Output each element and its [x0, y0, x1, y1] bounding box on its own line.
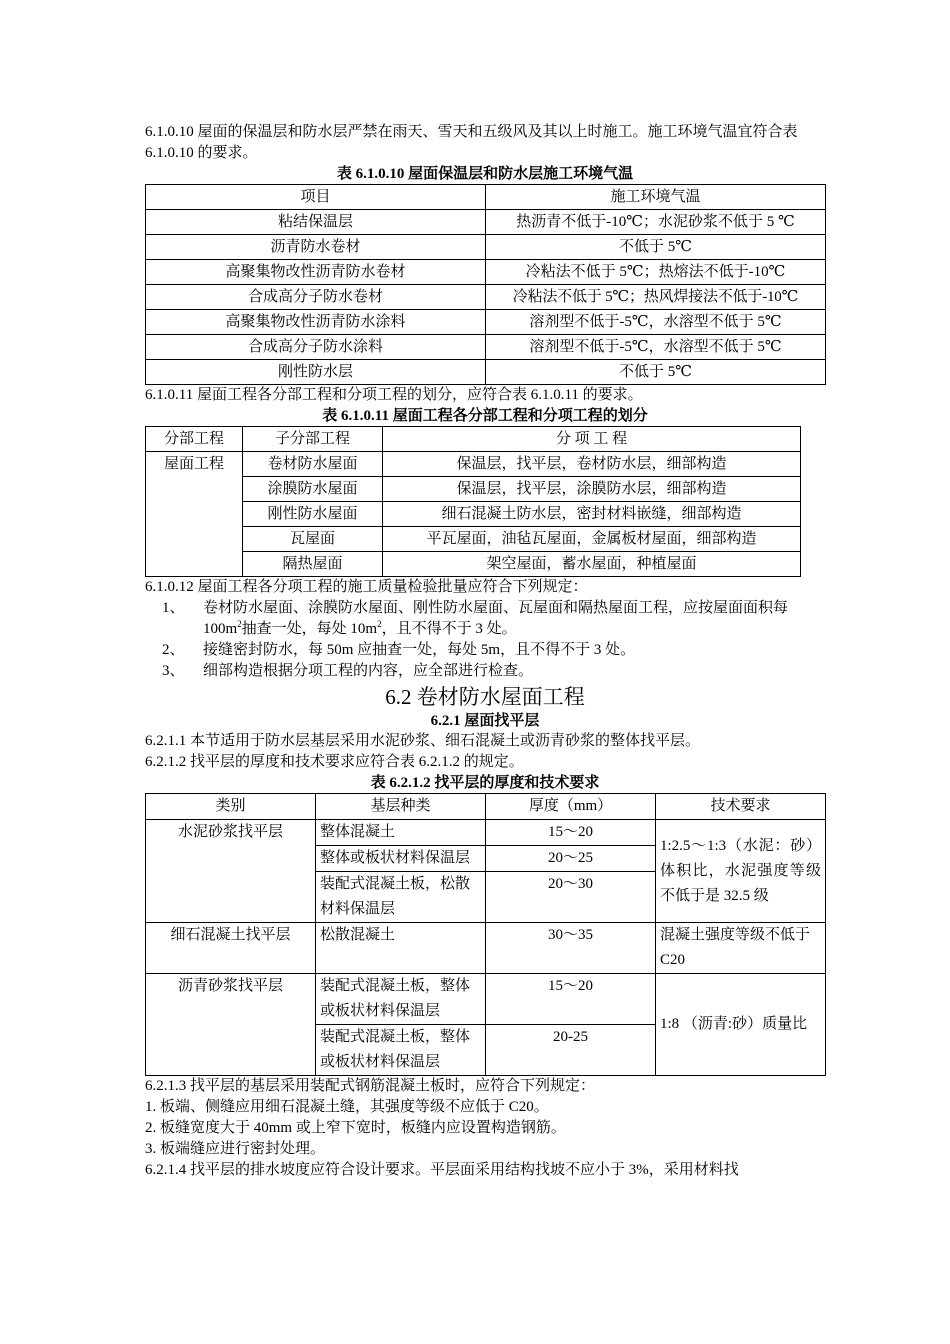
paragraph-6-2-1-2: 6.2.1.2 找平层的厚度和技术要求应符合表 6.2.1.2 的规定。	[145, 754, 524, 770]
superscript: 2	[377, 619, 382, 629]
table-cell: 不低于 5℃	[486, 235, 826, 260]
table-header-row	[146, 427, 801, 452]
table-cell: 保温层，找平层，卷材防水层，细部构造	[383, 452, 801, 477]
table-cell: 不低于 5℃	[486, 360, 826, 385]
subsection-heading-6-2-1: 6.2.1 屋面找平层	[430, 713, 540, 729]
table-cell: 卷材防水屋面	[243, 452, 383, 477]
table-cell: 沥青防水卷材	[146, 235, 486, 260]
paragraph-6-1-0-10: 6.1.0.10 屋面的保温层和防水层严禁在雨天、雪天和五级风及其以上时施工。施工环境气温宜符合表 6.1.0.10 的要求。	[145, 124, 798, 161]
table-cell: 高聚集物改性沥青防水卷材	[146, 260, 486, 285]
table-cell: 合成高分子防水卷材	[146, 285, 486, 310]
list-line: 1. 板端、侧缝应用细石混凝土缝，其强度等级不应低于 C20。	[145, 1099, 549, 1115]
list-text: 接缝密封防水，每 50m 应抽查一处，每处 5m，且不得不于 3 处。	[203, 642, 636, 658]
table-cell: 瓦屋面	[243, 527, 383, 552]
group-cell: 屋面工程	[146, 452, 243, 577]
list-text: 细部构造根据分项工程的内容，应全部进行检查。	[203, 663, 534, 679]
table-cell: 平瓦屋面，油毡瓦屋面，金属板材屋面，细部构造	[383, 527, 801, 552]
table-row	[146, 502, 801, 527]
header-cell: 分 项 工 程	[383, 427, 801, 452]
table-cell: 架空屋面，蓄水屋面，种植屋面	[383, 552, 801, 577]
table-cell: 20～30	[486, 872, 656, 923]
table-cell: 装配式混凝土板，松散材料保温层	[316, 872, 486, 923]
table-roof-divisions	[145, 426, 801, 577]
table-cell: 涂膜防水屋面	[243, 477, 383, 502]
table-cell: 20-25	[486, 1025, 656, 1076]
table-cell: 热沥青不低于-10℃；水泥砂浆不低于 5 ℃	[486, 210, 826, 235]
table-environment-temperature	[145, 184, 826, 385]
table-row	[146, 360, 826, 385]
list-number: 1、	[162, 600, 185, 616]
header-cell: 分部工程	[146, 427, 243, 452]
table-row	[146, 235, 826, 260]
table-row	[146, 477, 801, 502]
table-row	[146, 335, 826, 360]
table-row	[146, 974, 826, 1025]
table-cell: 刚性防水屋面	[243, 502, 383, 527]
header-cell: 施工环境气温	[486, 185, 826, 210]
table-cell: 溶剂型不低于-5℃，水溶型不低于 5℃	[486, 335, 826, 360]
table-cell: 细石混凝土防水层，密封材料嵌缝，细部构造	[383, 502, 801, 527]
header-cell: 子分部工程	[243, 427, 383, 452]
header-cell: 项目	[146, 185, 486, 210]
table-cell: 粘结保温层	[146, 210, 486, 235]
paragraph-6-1-0-12: 6.1.0.12 屋面工程各分项工程的施工质量检验批量应符合下列规定：	[145, 579, 588, 595]
paragraph-6-2-1-4: 6.2.1.4 找平层的排水坡度应符合设计要求。平层面采用结构找坡不应小于 3%，采用材料找	[145, 1162, 739, 1178]
list-text-part: 抽查一处，每处 10m	[241, 621, 378, 637]
table-row	[146, 210, 826, 235]
table-header-row	[146, 794, 826, 820]
section-heading-6-2: 6.2 卷材防水屋面工程	[385, 685, 585, 709]
superscript: 2	[237, 619, 242, 629]
requirement-cell: 1:8 （沥青:砂）质量比	[656, 974, 826, 1076]
category-cell: 水泥砂浆找平层	[146, 820, 316, 923]
header-cell: 技术要求	[656, 794, 826, 820]
category-cell: 沥青砂浆找平层	[146, 974, 316, 1076]
paragraph-6-2-1-3: 6.2.1.3 找平层的基层采用装配式钢筋混凝土板时，应符合下列规定：	[145, 1078, 596, 1094]
table-cell: 溶剂型不低于-5℃，水溶型不低于 5℃	[486, 310, 826, 335]
table-leveling-layer	[145, 793, 826, 1076]
table-caption-6-2-1-2: 表 6.2.1.2 找平层的厚度和技术要求	[370, 775, 600, 791]
table-row	[146, 552, 801, 577]
requirement-cell: 混凝土强度等级不低于 C20	[656, 923, 826, 974]
table-row	[146, 285, 826, 310]
list-number: 3、	[162, 663, 185, 679]
table-cell: 15～20	[486, 974, 656, 1025]
table-cell: 高聚集物改性沥青防水涂料	[146, 310, 486, 335]
list-item	[145, 640, 825, 661]
paragraph-6-2-1-1: 6.2.1.1 本节适用于防水层基层采用水泥砂浆、细石混凝土或沥青砂浆的整体找平层。	[145, 733, 701, 749]
header-cell: 类别	[146, 794, 316, 820]
table-caption-6-1-0-11: 表 6.1.0.11 屋面工程各分部工程和分项工程的划分	[322, 408, 648, 424]
document-page	[145, 122, 825, 1181]
table-cell: 装配式混凝土板，整体或板状材料保温层	[316, 1025, 486, 1076]
list-text-part: ，且不得不于 3 处。	[381, 621, 517, 637]
table-cell: 20～25	[486, 846, 656, 872]
table-cell: 15～20	[486, 820, 656, 846]
table-cell: 冷粘法不低于 5℃；热风焊接法不低于-10℃	[486, 285, 826, 310]
table-row	[146, 310, 826, 335]
list-item	[145, 661, 825, 682]
list-text-part: 卷材防水屋面、涂膜防水屋面、刚性防水屋面、瓦屋面和隔热屋面工程，应按屋面面积每 100m	[203, 600, 789, 637]
table-row	[146, 527, 801, 552]
list-text	[203, 598, 825, 640]
table-caption-6-1-0-10: 表 6.1.0.10 屋面保温层和防水层施工环境气温	[336, 166, 634, 182]
list-item	[145, 598, 825, 640]
table-cell: 30～35	[486, 923, 656, 974]
list-line: 3. 板端缝应进行密封处理。	[145, 1141, 326, 1157]
table-row	[146, 820, 826, 846]
table-header-row	[146, 185, 826, 210]
list-number: 2、	[162, 642, 185, 658]
table-cell: 整体混凝土	[316, 820, 486, 846]
header-cell: 厚度（mm）	[486, 794, 656, 820]
list-line: 2. 板缝宽度大于 40mm 或上窄下宽时，板缝内应设置构造钢筋。	[145, 1120, 566, 1136]
table-cell: 装配式混凝土板，整体或板状材料保温层	[316, 974, 486, 1025]
table-row	[146, 260, 826, 285]
table-row	[146, 452, 801, 477]
table-cell: 合成高分子防水涂料	[146, 335, 486, 360]
table-cell: 隔热屋面	[243, 552, 383, 577]
requirement-cell: 1:2.5～1:3（水泥：砂）体积比，水泥强度等级不低于是 32.5 级	[656, 820, 826, 923]
category-cell: 细石混凝土找平层	[146, 923, 316, 974]
table-cell: 保温层，找平层，涂膜防水层，细部构造	[383, 477, 801, 502]
header-cell: 基层种类	[316, 794, 486, 820]
paragraph-6-1-0-11: 6.1.0.11 屋面工程各分部工程和分项工程的划分，应符合表 6.1.0.11 的要求。	[145, 387, 643, 403]
table-row	[146, 923, 826, 974]
table-cell: 冷粘法不低于 5℃；热熔法不低于-10℃	[486, 260, 826, 285]
table-cell: 刚性防水层	[146, 360, 486, 385]
table-cell: 松散混凝土	[316, 923, 486, 974]
table-cell: 整体或板状材料保温层	[316, 846, 486, 872]
